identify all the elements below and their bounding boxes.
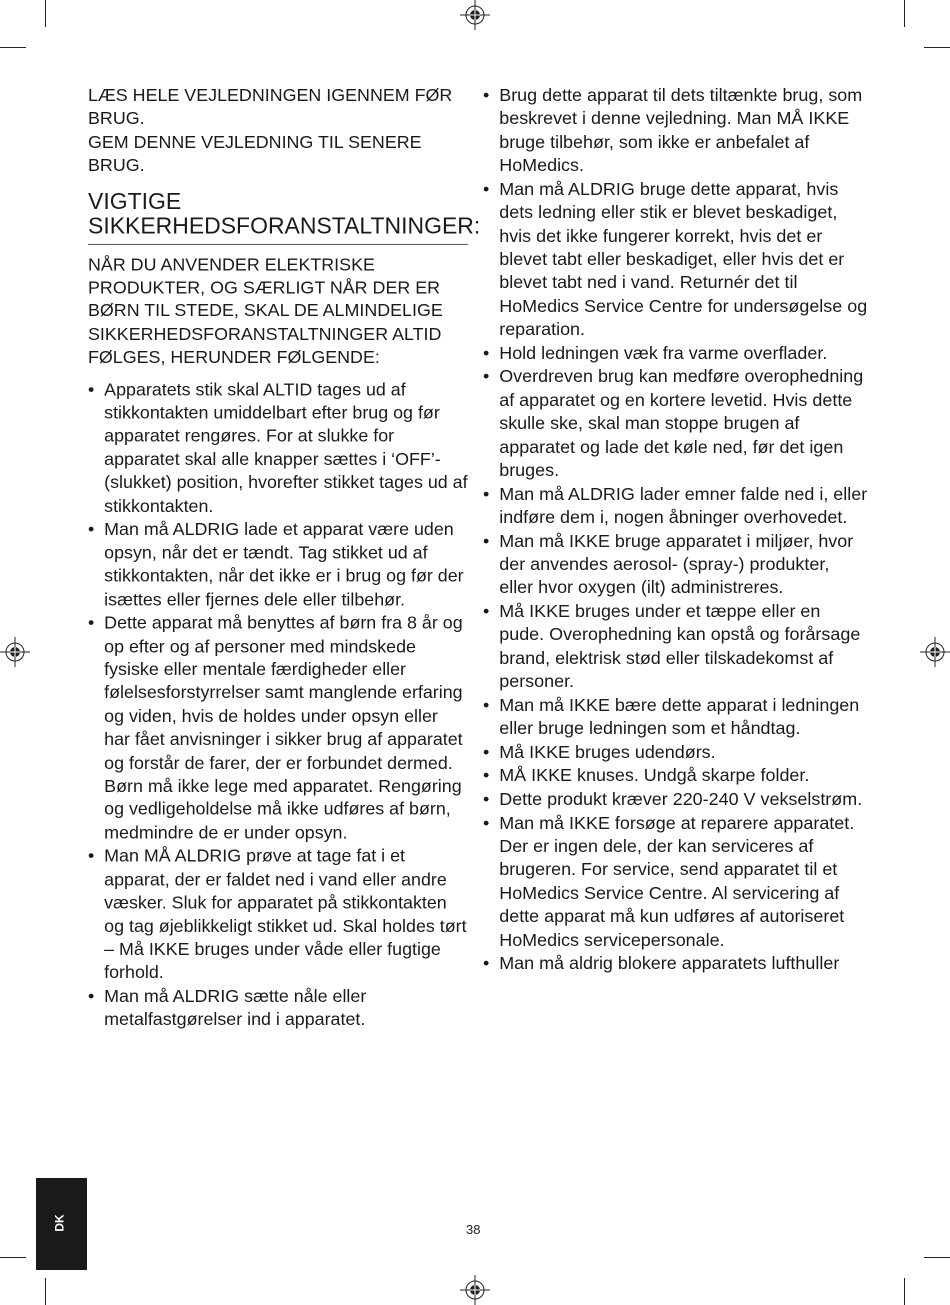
page-number: 38 <box>466 1222 481 1237</box>
list-item: • Dette produkt kræver 220-240 V vekselstrøm. <box>483 788 868 811</box>
list-item: • MÅ IKKE knuses. Undgå skarpe folder. <box>483 764 868 787</box>
safety-subheading: NÅR DU ANVENDER ELEKTRISKE PRODUKTER, OG SÆRLIGT NÅR DER ER BØRN TIL STEDE, SKAL DE ALMINDELIGE SIKKERHEDSFORANSTALTNINGER ALTID FØLGES, HERUNDER FØLGENDE: <box>88 254 443 368</box>
list-item: • Må IKKE bruges under et tæppe eller en pude. Overophedning kan opstå og forårsage brand, elektrisk stød eller tilskadekomst af personer. <box>483 600 868 694</box>
list-item: • Brug dette apparat til dets tiltænkte brug, som beskrevet i denne vejledning. Man MÅ IKKE bruge tilbehør, som ikke er anbefalet af HoMedics. <box>483 84 868 178</box>
crop-mark-bottom-right-h <box>924 1257 950 1258</box>
right-column <box>483 84 868 976</box>
list-item: • Må IKKE bruges udendørs. <box>483 741 868 764</box>
crop-mark-bottom-right-v <box>904 1278 905 1305</box>
list-item: • Man må aldrig blokere apparatets lufthuller <box>483 952 868 975</box>
crop-mark-bottom-left-h <box>0 1257 26 1258</box>
list-item: • Man må ALDRIG lader emner falde ned i, eller indføre dem i, nogen åbninger overhovedet. <box>483 483 868 530</box>
crop-mark-bottom-left-v <box>45 1278 46 1305</box>
left-column <box>88 84 481 1032</box>
list-item: • Man må IKKE forsøge at reparere apparatet. Der er ingen dele, der kan serviceres af brugeren. For service, send apparatet til et HoMedics Service Centre. Al servicering af dette apparat må kun udføres af autoriseret HoMedics servicepersonale. <box>483 812 868 952</box>
list-item: • Man må ALDRIG sætte nåle eller metalfastgørelser ind i apparatet. <box>88 985 468 1032</box>
list-item: • Man MÅ ALDRIG prøve at tage fat i et apparat, der er faldet ned i vand eller andre væsker. Sluk for apparatet på stikkontakten og tag øjeblikkeligt stikket ud. Skal holdes tørt – Må IKKE bruges under våde eller fugtige forhold. <box>88 845 468 985</box>
list-item: • Overdreven brug kan medføre overophedning af apparatet og en kortere levetid. Hvis dette skulle ske, skal man stoppe brugen af apparatet og lade det køle ned, før det igen bruges. <box>483 365 868 482</box>
left-safety-list <box>88 378 468 1031</box>
registration-mark-icon <box>460 1275 490 1305</box>
list-item: • Hold ledningen væk fra varme overflader. <box>483 342 868 365</box>
crop-mark-top-right-v <box>904 0 905 27</box>
registration-mark-icon <box>460 0 490 30</box>
list-item: • Man må IKKE bære dette apparat i ledningen eller bruge ledningen som et håndtag. <box>483 694 868 741</box>
crop-mark-top-left-h <box>0 47 26 48</box>
language-tab-label: DK <box>52 1214 67 1232</box>
language-tab <box>36 1178 87 1270</box>
intro-keep-manual: GEM DENNE VEJLEDNING TIL SENERE BRUG. <box>88 132 422 176</box>
intro-read-all: LÆS HELE VEJLEDNINGEN IGENNEM FØR BRUG. <box>88 85 453 129</box>
registration-mark-icon <box>0 637 30 667</box>
right-safety-list <box>483 84 868 976</box>
crop-mark-top-left-v <box>45 0 46 27</box>
crop-mark-top-right-h <box>924 47 950 48</box>
list-item: • Man må IKKE bruge apparatet i miljøer, hvor der anvendes aerosol- (spray-) produkter, eller hvor oxygen (ilt) administreres. <box>483 530 868 600</box>
list-item: • Man må ALDRIG lade et apparat være uden opsyn, når det er tændt. Tag stikket ud af stikkontakten, når det ikke er i brug og før der isættes eller fjernes dele eller tilbehør. <box>88 518 468 611</box>
registration-mark-icon <box>920 637 950 667</box>
list-item: • Apparatets stik skal ALTID tages ud af stikkontakten umiddelbart efter brug og før apparatet rengøres. For at slukke for apparatet skal alle knapper sættes i ‘OFF’- (slukket) position, hvorefter stikket tages ud af stikkontakten. <box>88 378 468 518</box>
list-item: • Man må ALDRIG bruge dette apparat, hvis dets ledning eller stik er blevet beskadiget, hvis det ikke fungerer korrekt, hvis det er blevet tabt eller beskadiget, eller hvis det er blevet tabt ned i vand. Returnér det til HoMedics Service Centre for undersøgelse og reparation. <box>483 178 868 342</box>
safety-heading: VIGTIGE SIKKERHEDSFORANSTALTNINGER: <box>88 189 468 244</box>
list-item: • Dette apparat må benyttes af børn fra 8 år og op efter og af personer med mindskede fysiske eller mentale færdigheder eller følelsesforstyrrelser samt manglende erfaring og viden, hvis de holdes under opsyn eller har fået anvisninger i sikker brug af apparatet og forstår de farer, der er forbundet dermed. Børn må ikke lege med apparatet. Rengøring og vedligeholdelse må ikke udføres af børn, medmindre de er under opsyn. <box>88 612 468 845</box>
